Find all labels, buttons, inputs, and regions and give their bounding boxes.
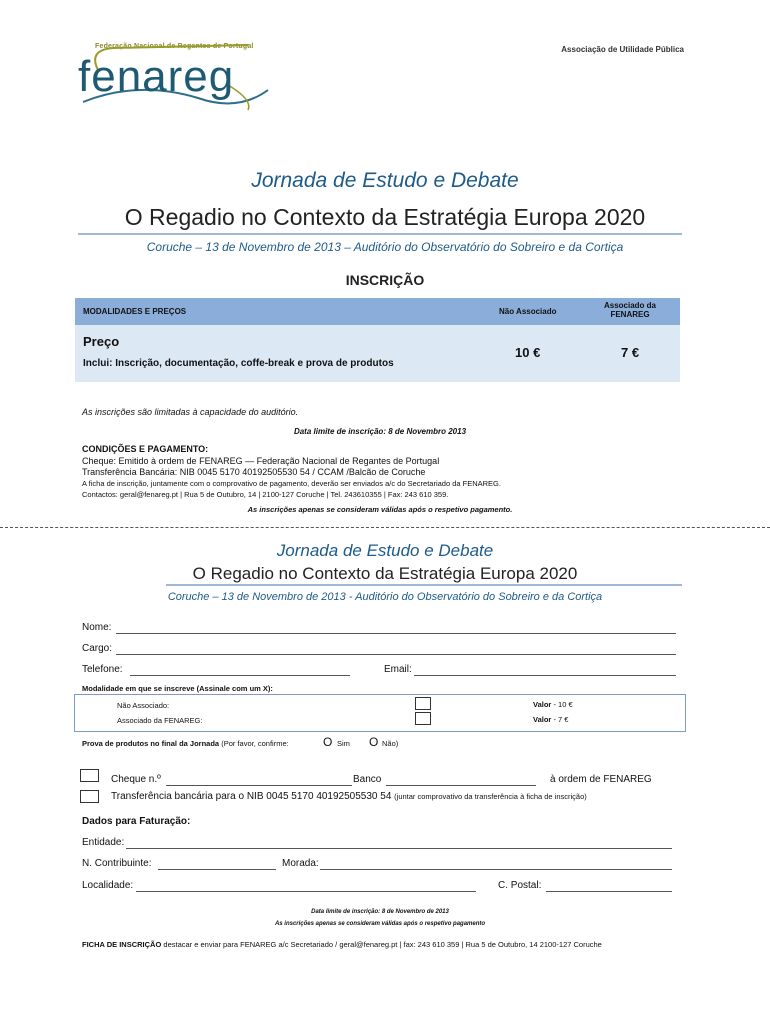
- footer-ficha: FICHA DE INSCRIÇÃO destacar e enviar para FENAREG a/c Secretariado / geral@fenareg.pt | fax: 243 610 359 | Rua 5 de Outubro, 14 2100-127 Coruche: [82, 940, 602, 949]
- title-rule: [78, 233, 682, 235]
- transfer-info: Transferência Bancária: NIB 0045 5170 40192505530 54 / CCAM /Balcão de Coruche: [82, 467, 426, 477]
- deadline-note: Data limite de inscrição: 8 de Novembro 2013: [293, 427, 467, 436]
- contribuinte-label: N. Contribuinte:: [82, 858, 152, 869]
- price-table-row: [75, 325, 680, 382]
- nome-field[interactable]: [116, 633, 676, 634]
- transfer-label: Transferência bancária para o NIB 0045 5170 40192505530 54 (juntar comprovativo da transferência à ficha de inscrição): [111, 791, 587, 802]
- sim-radio[interactable]: O: [323, 735, 333, 749]
- section-title: INSCRIÇÃO: [345, 272, 425, 288]
- event-details: Coruche – 13 de Novembro de 2013 – Auditório do Observatório do Sobreiro e da Cortiça: [146, 240, 624, 254]
- form-title-rule: [166, 584, 682, 586]
- col-nao-associado: Não Associado: [499, 307, 557, 316]
- event-title: O Regadio no Contexto da Estratégia Europa 2020: [124, 204, 646, 230]
- nao-label: Não): [382, 739, 399, 748]
- price-row-title: Preço: [83, 334, 120, 349]
- form-event-title: O Regadio no Contexto da Estratégia Europa 2020: [192, 564, 578, 583]
- telefone-field[interactable]: [130, 675, 350, 676]
- entidade-field[interactable]: [126, 848, 672, 849]
- contacts-info: Contactos: geral@fenareg.pt | Rua 5 de Outubro, 14 | 2100-127 Coruche | Tel. 243610355 | Fax: 243 610 359.: [82, 490, 449, 499]
- contribuinte-field[interactable]: [158, 869, 276, 870]
- event-subtitle: Jornada de Estudo e Debate: [251, 169, 519, 192]
- cpostal-field[interactable]: [546, 891, 672, 892]
- email-field[interactable]: [414, 675, 676, 676]
- associado-checkbox[interactable]: [415, 712, 431, 725]
- cargo-label: Cargo:: [82, 643, 113, 654]
- cargo-field[interactable]: [116, 654, 676, 655]
- cpostal-label: C. Postal:: [498, 880, 542, 891]
- col-associado: Associado da FENAREG: [603, 301, 656, 319]
- association-label: Associação de Utilidade Pública: [561, 45, 684, 54]
- transfer-checkbox[interactable]: [80, 790, 99, 803]
- nao-radio[interactable]: O: [369, 735, 379, 749]
- col-modalidades: MODALIDADES E PREÇOS: [83, 307, 187, 316]
- capacity-note: As inscrições são limitadas à capacidade do auditório.: [82, 407, 299, 417]
- nao-associado-label: Não Associado:: [117, 701, 170, 710]
- cheque-info: Cheque: Emitido à ordem de FENAREG — Federação Nacional de Regantes de Portugal: [82, 456, 440, 466]
- banco-field[interactable]: [386, 785, 536, 786]
- morada-label: Morada:: [282, 858, 319, 869]
- valor-7: Valor - 7 €: [533, 715, 569, 724]
- sim-label: Sim: [337, 739, 350, 748]
- price-row-desc: Inclui: Inscrição, documentação, coffe-break e prova de produtos: [83, 358, 394, 369]
- send-info: A ficha de inscrição, juntamente com o comprovativo de pagamento, deverão ser enviados a/c do Secretariado da FENAREG.: [82, 479, 501, 488]
- price-non-associate: 10 €: [515, 345, 541, 360]
- logo-subtitle: Federação Nacional de Regantes de Portugal: [95, 43, 254, 50]
- nao-associado-checkbox[interactable]: [415, 697, 431, 710]
- email-label: Email:: [384, 664, 412, 675]
- cut-line: [0, 527, 770, 528]
- logo-text: fenareg: [78, 52, 235, 101]
- entidade-label: Entidade:: [82, 837, 125, 848]
- form-event-subtitle: Jornada de Estudo e Debate: [276, 541, 494, 560]
- associado-label: Associado da FENAREG:: [117, 716, 203, 725]
- valor-10: Valor - 10 €: [533, 700, 573, 709]
- price-associate: 7 €: [621, 345, 640, 360]
- nome-label: Nome:: [82, 622, 112, 633]
- localidade-label: Localidade:: [82, 880, 134, 891]
- modalidade-label: Modalidade em que se inscreve (Assinale com um X):: [82, 684, 273, 693]
- form-event-details: Coruche – 13 de Novembro de 2013 - Auditório do Observatório do Sobreiro e da Cortiça: [167, 591, 603, 603]
- faturacao-title: Dados para Faturação:: [82, 816, 191, 827]
- cheque-checkbox[interactable]: [80, 769, 99, 782]
- cheque-label: Cheque n.º: [111, 774, 161, 785]
- localidade-field[interactable]: [136, 891, 476, 892]
- conditions-title: CONDIÇÕES E PAGAMENTO:: [82, 444, 209, 454]
- valid-note: As inscrições apenas se consideram válidas após o respetivo pagamento.: [247, 505, 513, 514]
- prova-line: Prova de produtos no final da Jornada (Por favor, confirme:: [82, 739, 289, 748]
- footer-valid: As inscrições apenas se consideram válidas após o respetivo pagamento: [274, 921, 486, 927]
- telefone-label: Telefone:: [82, 664, 123, 675]
- footer-deadline: Data limite de inscrição: 8 de Novembro de 2013: [311, 909, 449, 915]
- ordem-label: à ordem de FENAREG: [550, 774, 652, 785]
- modalidade-box: [74, 694, 686, 732]
- banco-label: Banco: [353, 774, 382, 785]
- cheque-number-field[interactable]: [166, 785, 352, 786]
- price-table-header: [75, 298, 680, 325]
- morada-field[interactable]: [320, 869, 672, 870]
